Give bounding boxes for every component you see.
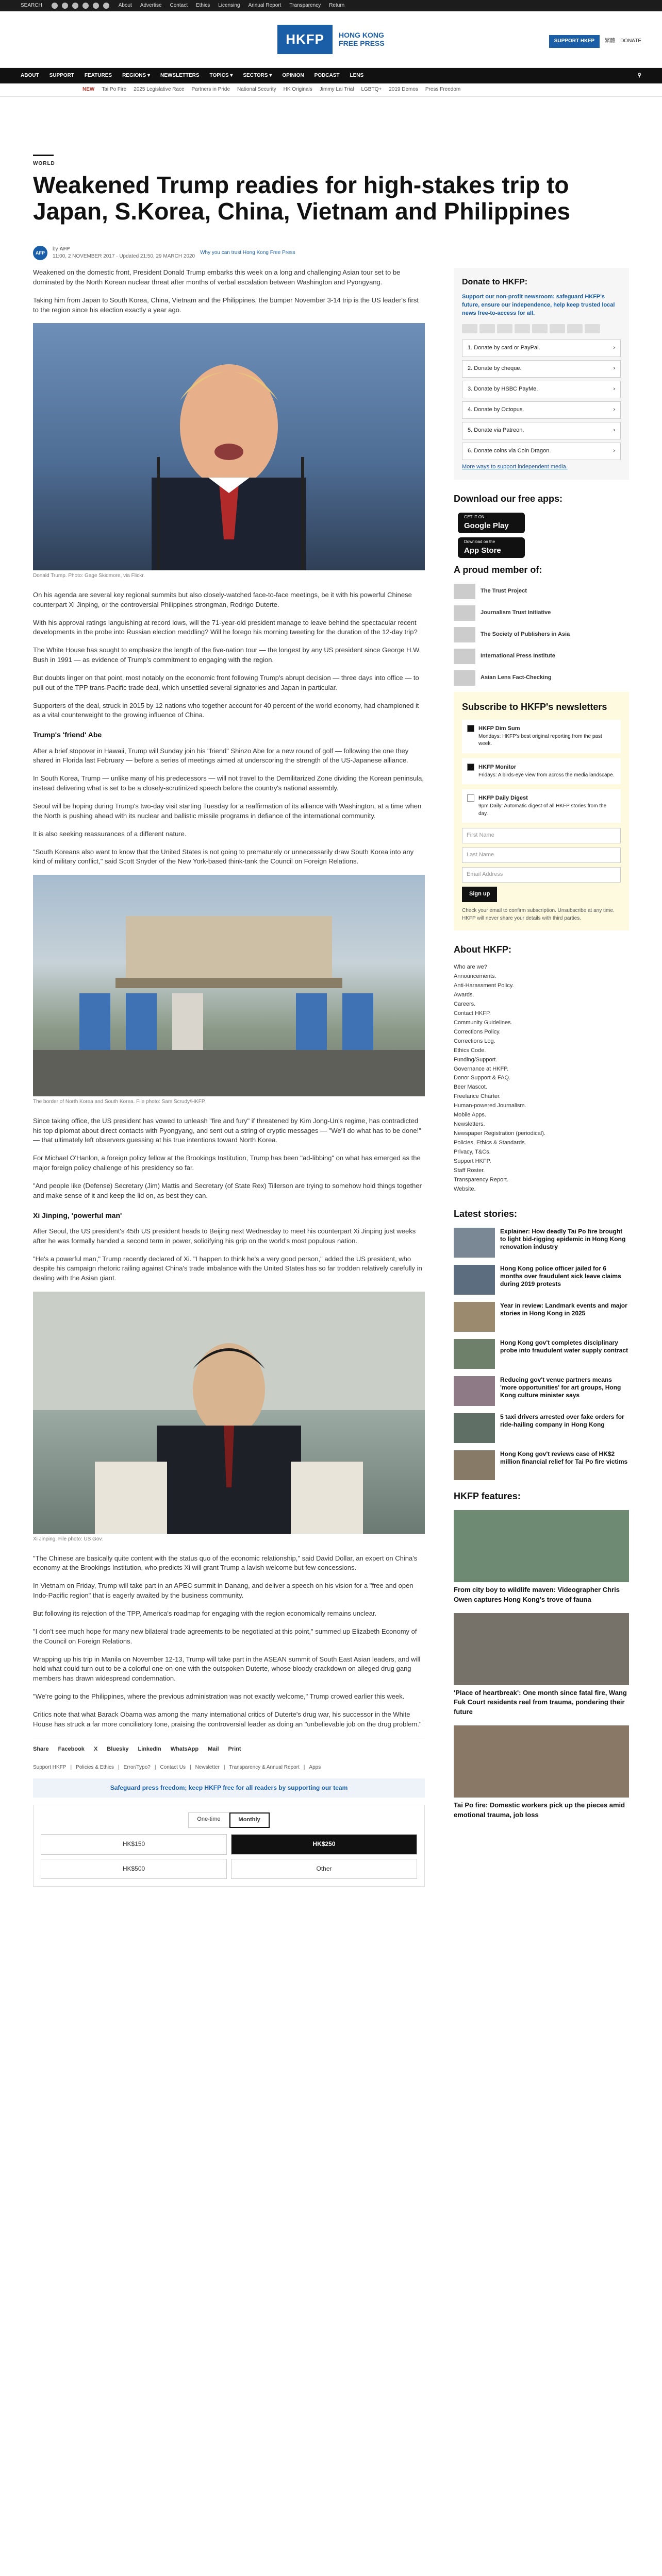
- about-link[interactable]: Governance at HKFP.: [454, 1065, 509, 1072]
- article-body: [33, 268, 425, 1887]
- chevron-right-icon: ›: [613, 406, 615, 413]
- story-title[interactable]: Hong Kong gov't completes disciplinary probe into fraudulent water supply contract: [500, 1338, 628, 1354]
- feature-title[interactable]: From city boy to wildlife maven: Videographer Chris Owen captures Hong Kong's trove of fauna: [454, 1585, 620, 1603]
- share-linkedin[interactable]: LinkedIn: [138, 1745, 161, 1752]
- chevron-right-icon: ›: [613, 345, 615, 351]
- feature-title[interactable]: 'Place of heartbreak': One month since fatal fire, Wang Fuk Court residents reel from trauma, pondering their future: [454, 1688, 627, 1716]
- publish-dates: 11:00, 2 NOVEMBER 2017 · Updated 21:50, 29 MARCH 2020: [53, 253, 195, 260]
- newsletter-desc: Mondays: HKFP's best original reporting from the past week.: [478, 733, 602, 747]
- signup-button[interactable]: Sign up: [462, 887, 497, 902]
- share-whatsapp[interactable]: WhatsApp: [170, 1745, 199, 1752]
- chevron-right-icon: ›: [613, 447, 615, 454]
- donate-option[interactable]: [462, 443, 621, 460]
- mastercard-icon: [479, 324, 495, 333]
- story-item[interactable]: [454, 1376, 629, 1406]
- sopa-logo: [454, 627, 475, 642]
- masthead-actions: [549, 35, 641, 48]
- story-thumbnail[interactable]: [454, 1413, 495, 1443]
- about-link[interactable]: Website.: [454, 1185, 476, 1192]
- about-link[interactable]: Beer Mascot.: [454, 1084, 487, 1091]
- paragraph: After Seoul, the US president's 45th US president heads to Beijing next Wednesday to meet his counterpart Xi Jinping just weeks after he was formally handed a second term in power, solidifying his grip on the world's most populous nation.: [33, 1227, 416, 1245]
- util-link-advertise[interactable]: Advertise: [140, 2, 162, 8]
- subheading: Trump's 'friend' Abe: [33, 731, 102, 739]
- about-link[interactable]: Policies, Ethics & Standards.: [454, 1140, 526, 1146]
- figure-xi: [33, 1292, 425, 1544]
- amex-icon: [497, 324, 512, 333]
- apps-title: Download our free apps:: [454, 493, 563, 504]
- first-name-input[interactable]: First Name: [462, 828, 621, 843]
- donate-option[interactable]: [462, 340, 621, 357]
- about-link[interactable]: Awards.: [454, 992, 474, 998]
- donate-option[interactable]: [462, 422, 621, 439]
- member-name: The Society of Publishers in Asia: [481, 631, 570, 637]
- social-icons: [52, 3, 109, 9]
- feature-item[interactable]: [454, 1510, 629, 1605]
- member-org[interactable]: [454, 649, 629, 664]
- instagram-icon[interactable]: [72, 3, 78, 9]
- feature-stories: [454, 1510, 629, 1820]
- feature-image[interactable]: [454, 1613, 629, 1685]
- newsletter-name: HKFP Monitor: [478, 764, 517, 770]
- footer-link[interactable]: Contact Us: [160, 1764, 186, 1770]
- trending-item[interactable]: Jimmy Lai Trial: [319, 87, 354, 93]
- trending-item[interactable]: LGBTQ+: [361, 87, 382, 93]
- trending-item[interactable]: 2025 Legislative Race: [134, 87, 185, 93]
- share-bar: [33, 1738, 425, 1754]
- story-item[interactable]: [454, 1265, 629, 1295]
- member-name: Journalism Trust Initiative: [481, 609, 551, 616]
- about-link[interactable]: Community Guidelines.: [454, 1019, 512, 1026]
- share-mail[interactable]: Mail: [208, 1745, 219, 1752]
- donate-option-label: 3. Donate by HSBC PayMe.: [468, 385, 538, 392]
- googlepay-icon: [550, 324, 565, 333]
- footer-link[interactable]: Transparency & Annual Report: [229, 1764, 300, 1770]
- visa-icon: [462, 324, 477, 333]
- member-org[interactable]: [454, 670, 629, 686]
- trending-label: NEW: [82, 87, 95, 93]
- google-play-button[interactable]: [458, 513, 525, 533]
- about-title: About HKFP:: [454, 944, 511, 955]
- footer-link[interactable]: Error/Typo?: [123, 1764, 151, 1770]
- share-bluesky[interactable]: Bluesky: [107, 1745, 129, 1752]
- section-label[interactable]: WORLD: [33, 161, 55, 166]
- util-link-annual-report[interactable]: Annual Report: [248, 2, 282, 8]
- google-play-big: Google Play: [464, 521, 509, 530]
- payment-icons: [462, 324, 621, 333]
- donate-option-label: 2. Donate by cheque.: [468, 365, 522, 371]
- donate-option[interactable]: [462, 381, 621, 398]
- share-print[interactable]: Print: [228, 1745, 241, 1752]
- chevron-right-icon: ›: [613, 385, 615, 392]
- border-illustration: [33, 875, 425, 1096]
- newsletter-option[interactable]: [462, 758, 621, 784]
- paragraph: Taking him from Japan to South Korea, China, Vietnam and the Philippines, the bumper November 3-14 trip is the US leader's first to the region since his election exactly a year ago.: [33, 296, 419, 314]
- last-name-input[interactable]: Last Name: [462, 848, 621, 863]
- sidebar: [454, 268, 629, 1887]
- paragraph: But following its rejection of the TPP, America's roadmap for engaging with the region economically remains unclear.: [33, 1609, 377, 1617]
- article-header: [33, 155, 629, 261]
- paragraph: With his approval ratings languishing at record lows, will the 71-year-old president manage to leave behind the spectacular recent developments in the probe into Russian election meddling? Will he forego his morning tweeting for the duration of the 12-day trip?: [33, 618, 418, 636]
- section-rule: [33, 155, 54, 156]
- nav-podcast[interactable]: PODCAST: [314, 72, 340, 78]
- newsletter-desc: 9pm Daily: Automatic digest of all HKFP stories from the day.: [478, 803, 607, 817]
- about-link[interactable]: Transparency Report.: [454, 1176, 508, 1183]
- feature-title[interactable]: Tai Po fire: Domestic workers pick up the pieces amid emotional trauma, job loss: [454, 1801, 625, 1819]
- paragraph: The White House has sought to emphasize the length of the five-nation tour — the longest by any US president since George H.W. Bush in 1991 — as evidence of Trump's commitment to engaging with the region.: [33, 646, 421, 664]
- story-item[interactable]: [454, 1339, 629, 1369]
- story-title[interactable]: Explainer: How deadly Tai Po fire brought to light bid-rigging epidemic in Hong Kong renovation industry: [500, 1227, 626, 1250]
- paragraph: "He's a powerful man," Trump recently declared of Xi. "I happen to think he's a very good person," added the US president, who despite his campaign rhetoric railing against China's trade imbalance with the United States has so far trodden relatively carefully in dealing with the Asian giant.: [33, 1255, 422, 1282]
- frequency-toggle: [41, 1812, 417, 1828]
- paragraph: For Michael O'Hanlon, a foreign policy fellow at the Brookings Institution, Trump has been "ad-libbing" on what has emerged as the major foreign policy challenge of his presidency so far.: [33, 1154, 421, 1172]
- payme-icon: [585, 324, 600, 333]
- main-nav: [0, 68, 662, 83]
- donate-title: Donate to HKFP:: [462, 278, 528, 286]
- amount-option[interactable]: HK$500: [41, 1859, 227, 1879]
- trending-item[interactable]: Partners in Pride: [191, 87, 230, 93]
- nav-lens[interactable]: LENS: [350, 72, 364, 78]
- about-link[interactable]: Support HKFP.: [454, 1158, 491, 1164]
- nav-about[interactable]: ABOUT: [21, 72, 39, 78]
- about-link[interactable]: Staff Roster.: [454, 1167, 485, 1174]
- story-title[interactable]: Hong Kong gov't reviews case of HK$2 million financial relief for Tai Po fire victims: [500, 1450, 628, 1465]
- content-columns: [33, 268, 629, 1887]
- util-link-transparency[interactable]: Transparency: [289, 2, 321, 8]
- about-link[interactable]: Donor Support & FAQ.: [454, 1075, 511, 1081]
- story-item[interactable]: [454, 1450, 629, 1480]
- about-link[interactable]: Careers.: [454, 1001, 476, 1007]
- article-footer-links: Support HKFP | Policies & Ethics | Error/Typo? | Contact Us | Newsletter | Transparency & Annual Report | Apps: [33, 1764, 425, 1772]
- paragraph: It is also seeking reassurances of a different nature.: [33, 829, 187, 838]
- paragraph: "And people like (Defense) Secretary (Jim) Mattis and Secretary (of State Rex) Tillerson are trying to somehow hold things together and make sense of it and keep the lid on, as best they can.: [33, 1181, 422, 1199]
- about-link[interactable]: Human-powered Journalism.: [454, 1103, 526, 1109]
- about-link[interactable]: Corrections Policy.: [454, 1028, 501, 1035]
- border-photo: [33, 875, 425, 1096]
- util-link-about[interactable]: About: [118, 2, 132, 8]
- one-time-option[interactable]: One-time: [188, 1812, 229, 1828]
- story-title[interactable]: Reducing gov't venue partners means 'more opportunities' for art groups, Hong Kong culture minister says: [500, 1376, 621, 1399]
- about-link[interactable]: Anti-Harassment Policy.: [454, 982, 514, 989]
- paragraph: After a brief stopover in Hawaii, Trump will Sunday join his "friend" Shinzo Abe for a new round of golf — following the one they shared in Florida last February — before a series of meetings aimed at underscoring the strength of the US-Japanese alliance.: [33, 747, 409, 765]
- figure-border: [33, 875, 425, 1106]
- footer-link[interactable]: Newsletter: [195, 1764, 220, 1770]
- story-thumbnail[interactable]: [454, 1450, 495, 1480]
- footer-link[interactable]: Apps: [309, 1764, 321, 1770]
- footer-link[interactable]: Support HKFP: [33, 1764, 67, 1770]
- donate-link[interactable]: DONATE: [620, 38, 641, 44]
- about-link[interactable]: Who are we?: [454, 964, 487, 971]
- member-org[interactable]: [454, 605, 629, 621]
- paragraph: Supporters of the deal, struck in 2015 by 12 nations who together account for 40 percent of the world economy, had championed it as a vital counterweight to the growing influence of China.: [33, 701, 419, 719]
- nav-opinion[interactable]: OPINION: [282, 72, 304, 78]
- site-logo[interactable]: HKFP: [277, 25, 333, 55]
- feature-image[interactable]: [454, 1725, 629, 1798]
- story-thumbnail[interactable]: [454, 1265, 495, 1295]
- trust-note[interactable]: Why you can trust Hong Kong Free Press: [200, 249, 295, 256]
- article-headline: Weakened Trump readies for high-stakes trip to Japan, S.Korea, China, Vietnam and Philippines: [33, 171, 571, 225]
- paragraph: Seoul will be hoping during Trump's two-day visit starting Tuesday for a reaffirmation of its alliance with Washington, at a time when the North is pushing ahead with its nuclear and ballistic missile programs in defiance of the international community.: [33, 802, 422, 820]
- nav-newsletters[interactable]: NEWSLETTERS: [160, 72, 200, 78]
- donate-option[interactable]: [462, 360, 621, 378]
- member-title: A proud member of:: [454, 564, 542, 575]
- member-org[interactable]: [454, 627, 629, 642]
- feature-image[interactable]: [454, 1510, 629, 1582]
- support-hkfp-button[interactable]: SUPPORT HKFP: [549, 35, 600, 48]
- newsletter-option[interactable]: [462, 789, 621, 823]
- search-link[interactable]: SEARCH: [21, 2, 42, 8]
- story-item[interactable]: [454, 1228, 629, 1258]
- feature-item[interactable]: [454, 1725, 629, 1820]
- paragraph: Since taking office, the US president has vowed to unleash "fire and fury" if threatened by Kim Jong-Un's regime, has contradicted his top diplomat about direct contacts with Pyongyang, and sent out a string of cryptic messages — "We'll do what has to be done!" — that ultimately left observers guessing at his true intentions toward North Korea.: [33, 1116, 421, 1144]
- donation-widget: [33, 1805, 425, 1887]
- author-name[interactable]: by AFP: [53, 246, 70, 252]
- photo-caption: The border of North Korea and South Korea. File photo: Sam Scrudy/HKFP.: [33, 1099, 206, 1105]
- trump-photo: [33, 323, 425, 570]
- byline: [33, 246, 629, 261]
- newsletter-name: HKFP Daily Digest: [478, 795, 528, 802]
- site-name-line1: HONG KONG: [339, 31, 384, 40]
- youtube-icon[interactable]: [93, 3, 99, 9]
- util-link-ethics[interactable]: Ethics: [195, 2, 210, 8]
- newsletter-title: Subscribe to HKFP's newsletters: [462, 701, 607, 712]
- paragraph: On his agenda are several key regional summits but also closely-watched face-to-face meetings, be it with his powerful Chinese counterpart Xi Jinping, or the controversial Philippines strongman, Rodrigo Duterte.: [33, 590, 412, 608]
- newsletter-checkbox[interactable]: [467, 725, 474, 732]
- language-link[interactable]: 繁體: [605, 38, 616, 44]
- feature-item[interactable]: [454, 1613, 629, 1718]
- story-title[interactable]: Year in review: Landmark events and major stories in Hong Kong in 2025: [500, 1301, 627, 1317]
- about-link[interactable]: Corrections Log.: [454, 1038, 495, 1044]
- amount-options: [41, 1834, 417, 1879]
- monthly-option[interactable]: Monthly: [229, 1812, 270, 1828]
- amount-option[interactable]: HK$150: [41, 1834, 227, 1854]
- newsletter-desc: Fridays: A birds-eye view from across the media landscape.: [478, 772, 615, 778]
- paragraph: In Vietnam on Friday, Trump will take part in an APEC summit in Danang, and deliver a speech on his vision for a "free and open Indo-Pacific region" that is eagerly awaited by the business community.: [33, 1582, 413, 1600]
- newsletter-checkbox[interactable]: [467, 764, 474, 771]
- footer-link[interactable]: Policies & Ethics: [76, 1764, 114, 1770]
- paragraph: Wrapping up his trip in Manila on November 12-13, Trump will take part in the ASEAN summit of South East Asian leaders, and will hold what could turn out to be a colorful one-on-one with the outspoken Duterte, whose bloody crackdown on alleged drug gang members has drawn widespread condemnation.: [33, 1655, 421, 1683]
- photo-caption: Xi Jinping. File photo: US Gov.: [33, 1536, 103, 1543]
- share-x[interactable]: X: [93, 1745, 98, 1752]
- trending-item[interactable]: 2019 Demos: [389, 87, 418, 93]
- trending-item[interactable]: Tai Po Fire: [102, 87, 127, 93]
- nav-support[interactable]: SUPPORT: [49, 72, 74, 78]
- chevron-right-icon: ›: [613, 427, 615, 433]
- email-input[interactable]: Email Address: [462, 867, 621, 883]
- newsletter-option[interactable]: [462, 720, 621, 753]
- jti-logo: [454, 605, 475, 621]
- app-store-small: Download on the: [464, 539, 495, 544]
- figure-trump: [33, 323, 425, 580]
- member-name: Asian Lens Fact-Checking: [481, 674, 552, 681]
- about-link[interactable]: Privacy, T&Cs.: [454, 1148, 491, 1155]
- photo-caption: Donald Trump. Photo: Gage Skidmore, via Flickr.: [33, 573, 145, 579]
- paypal-icon: [515, 324, 530, 333]
- safeguard-banner[interactable]: Safeguard press freedom; keep HKFP free for all readers by supporting our team: [33, 1778, 425, 1798]
- paragraph: Weakened on the domestic front, President Donald Trump embarks this week on a long and challenging Asian tour set to be dominated by the North Korean nuclear threat after months of verbal escalation between Washington and Pyongyang.: [33, 268, 401, 286]
- features-title: HKFP features:: [454, 1490, 521, 1501]
- story-item[interactable]: [454, 1413, 629, 1443]
- newsletter-checkbox[interactable]: [467, 794, 474, 802]
- about-link[interactable]: Newsletters.: [454, 1121, 485, 1128]
- author-link[interactable]: AFP: [59, 246, 70, 252]
- chevron-right-icon: ›: [613, 365, 615, 371]
- more-ways-link[interactable]: More ways to support independent media.: [462, 463, 568, 470]
- share-label: Share: [33, 1745, 49, 1752]
- newsletter-note: Check your email to confirm subscription. Unsubscribe at any time. HKFP will never share your details with third parties.: [462, 908, 615, 921]
- latest-title: Latest stories:: [454, 1208, 518, 1219]
- paragraph: Critics note that what Barack Obama was among the many international critics of Duterte's drug war, his successor in the White House has struck a far more conciliatory tone, praising the controversial leader as doing an "unbelievable job on the drug problem.": [33, 1710, 422, 1728]
- author-avatar: AFP: [33, 246, 47, 260]
- newsletter-name: HKFP Dim Sum: [478, 725, 520, 732]
- trending-item[interactable]: Press Freedom: [425, 87, 461, 93]
- about-link[interactable]: Funding/Support.: [454, 1056, 498, 1063]
- masthead: [0, 11, 662, 68]
- ipi-logo: [454, 649, 475, 664]
- about-link[interactable]: Contact HKFP.: [454, 1010, 491, 1016]
- newsletter-box: [454, 692, 629, 930]
- threads-icon[interactable]: [82, 3, 89, 9]
- xi-photo: [33, 1292, 425, 1534]
- trending-bar: [0, 83, 662, 97]
- member-name: International Press Institute: [481, 652, 555, 659]
- amount-option[interactable]: Other: [231, 1859, 417, 1879]
- donate-option[interactable]: [462, 401, 621, 419]
- paragraph: In South Korea, Trump — unlike many of his predecessors — will not travel to the Demilitarized Zone dividing the Korean peninsula, instead delivering what is set to be a closely-scrutinized speech before the country's national assembly.: [33, 774, 424, 792]
- story-thumbnail[interactable]: [454, 1302, 495, 1332]
- about-link[interactable]: Ethics Code.: [454, 1047, 486, 1054]
- trust-project-logo: [454, 584, 475, 599]
- utility-bar: [0, 0, 662, 11]
- search-icon[interactable]: ⚲: [637, 72, 641, 78]
- paragraph: "I don't see much hope for many new bilateral trade agreements to be negotiated at this point," summed up Elizabeth Economy of the Council on Foreign Relations.: [33, 1627, 417, 1645]
- util-link-return[interactable]: Return: [329, 2, 345, 8]
- paragraph: "We're going to the Philippines, where the previous administration was not exactly welcome," Trump crowed earlier this week.: [33, 1692, 405, 1701]
- applepay-icon: [532, 324, 548, 333]
- paragraph: "South Koreans also want to know that the United States is not going to prematurely or unnecessarily draw South Korea into any kind of military conflict," said Scott Snyder of the New York-based think-tank the Council on Foreign Relations.: [33, 848, 414, 866]
- paragraph: But doubts linger on that point, most notably on the economic front following Trump's abrupt decision — three days into office — to pull out of the TPP trans-Pacific trade deal, which unsettled several signatories and Japan in particular.: [33, 673, 419, 691]
- donate-box: [454, 268, 629, 480]
- xi-illustration: [33, 1292, 425, 1534]
- util-link-licensing[interactable]: Licensing: [218, 2, 240, 8]
- nav-topics[interactable]: TOPICS ▾: [209, 72, 233, 78]
- latest-stories: [454, 1228, 629, 1480]
- story-thumbnail[interactable]: [454, 1228, 495, 1258]
- google-play-small: GET IT ON: [464, 514, 485, 519]
- nav-sectors[interactable]: SECTORS ▾: [243, 72, 272, 78]
- paragraph: "The Chinese are basically quite content with the status quo of the economic relationship," said David Dollar, an expert on China's economy at the Brookings Institution, who predicts Xi will grant Trump a lavish welcome but few concessions.: [33, 1554, 418, 1572]
- trump-illustration: [33, 323, 425, 570]
- donate-option-label: 4. Donate by Octopus.: [468, 406, 524, 413]
- linkedin-icon[interactable]: [103, 3, 109, 9]
- about-link[interactable]: Newspaper Registration (periodical).: [454, 1130, 545, 1137]
- share-facebook[interactable]: Facebook: [58, 1745, 85, 1752]
- about-link[interactable]: Announcements.: [454, 973, 496, 980]
- trending-item[interactable]: National Security: [237, 87, 276, 93]
- facebook-icon[interactable]: [52, 3, 58, 9]
- donate-option-label: 6. Donate coins via Coin Dragon.: [468, 447, 551, 454]
- app-store-button[interactable]: [458, 537, 525, 558]
- story-thumbnail[interactable]: [454, 1376, 495, 1406]
- donate-option-label: 5. Donate via Patreon.: [468, 427, 524, 433]
- nav-regions[interactable]: REGIONS ▾: [122, 72, 150, 78]
- about-link[interactable]: Mobile Apps.: [454, 1112, 486, 1118]
- donate-option-label: 1. Donate by card or PayPal.: [468, 345, 540, 351]
- story-thumbnail[interactable]: [454, 1339, 495, 1369]
- nav-features[interactable]: FEATURES: [84, 72, 112, 78]
- site-name: [339, 31, 385, 47]
- story-title[interactable]: Hong Kong police officer jailed for 6 months over fraudulent sick leave claims during 2019 protests: [500, 1264, 621, 1287]
- member-org[interactable]: [454, 584, 629, 599]
- util-link-contact[interactable]: Contact: [170, 2, 188, 8]
- about-links: [454, 963, 629, 1193]
- about-link[interactable]: Freelance Charter.: [454, 1093, 501, 1100]
- unionpay-icon: [567, 324, 583, 333]
- member-name: The Trust Project: [481, 587, 527, 594]
- story-item[interactable]: [454, 1302, 629, 1332]
- x-icon[interactable]: [62, 3, 68, 9]
- site-name-line2: FREE PRESS: [339, 39, 385, 47]
- story-title[interactable]: 5 taxi drivers arrested over fake orders for ride-hailing company in Hong Kong: [500, 1413, 624, 1428]
- amount-option-selected[interactable]: HK$250: [231, 1834, 417, 1854]
- asian-lens-logo: [454, 670, 475, 686]
- subheading: Xi Jinping, 'powerful man': [33, 1211, 122, 1219]
- app-store-big: App Store: [464, 546, 501, 555]
- trending-item[interactable]: HK Originals: [283, 87, 312, 93]
- donate-intro[interactable]: Support our non-profit newsroom: safeguard HKFP's future, ensure our independence, help keep trusted local news free-to-access for all.: [462, 294, 615, 317]
